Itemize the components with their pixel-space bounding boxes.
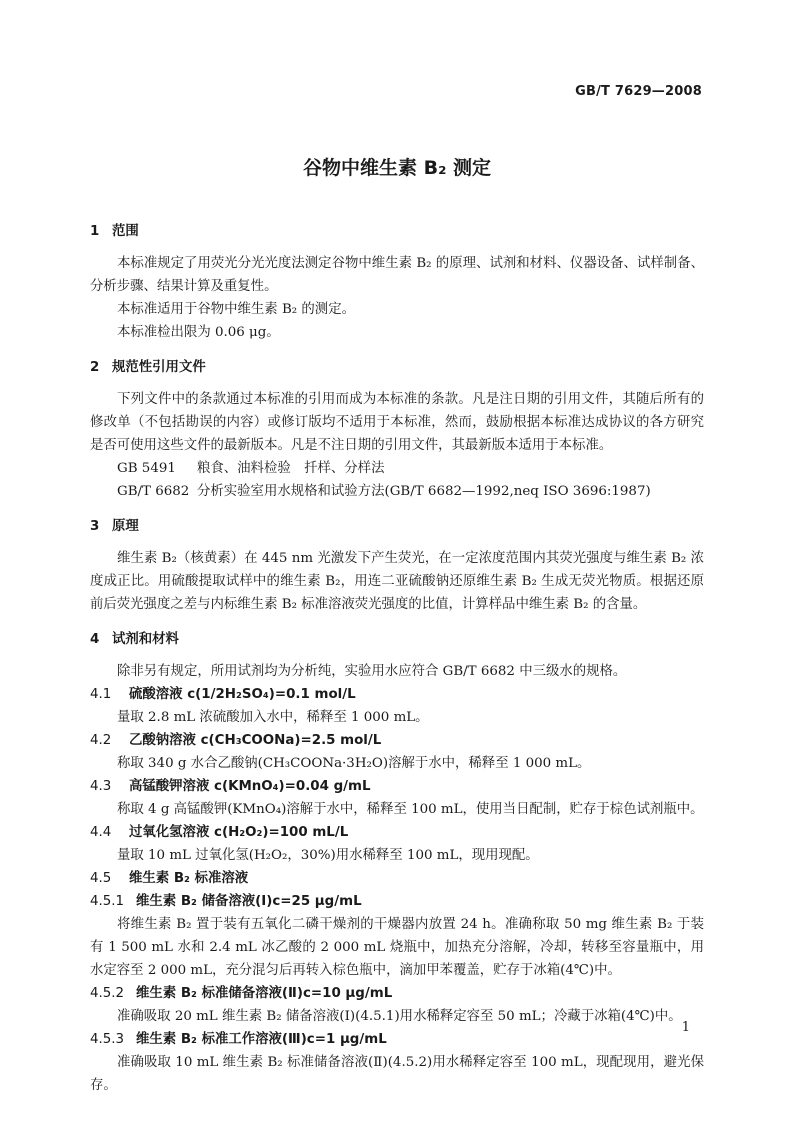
clause-heading: [90, 683, 704, 706]
paragraph: 维生素 B₂（核黄素）在 445 nm 光激发下产生荧光，在一定浓度范围内其荧光强度与维生素 B₂ 浓度成正比。用硫酸提取试样中的维生素 B₂，用连二亚硫酸钠还原维生素 B₂ 生成无荧光物质。根据还原前后荧光强度之差与内标维生素 B₂ 标准溶液荧光强度的比值，计算样品中维生素 B₂ 的含量。: [90, 551, 704, 612]
subclause-title: 维生素 B₂ 标准工作溶液(Ⅲ)c=1 μg/mL: [136, 1032, 387, 1047]
reference-item: [90, 457, 704, 480]
subclause-heading: [90, 982, 704, 1005]
subclause-body: 准确吸取 20 mL 维生素 B₂ 储备溶液(Ⅰ)(4.5.1)用水稀释定容至 50 mL；冷藏于冰箱(4℃)中。: [117, 1009, 682, 1024]
subclause-body: 准确吸取 10 mL 维生素 B₂ 标准储备溶液(Ⅱ)(4.5.2)用水稀释定容至 100 mL，现配现用，避光保存。: [90, 1055, 704, 1093]
reference-code: GB/T 6682: [117, 484, 190, 499]
document-title: 谷物中维生素 B₂ 测定: [302, 157, 492, 179]
clause-heading: [90, 775, 704, 798]
reference-title: 粮食、油料检验 扦样、分样法: [197, 461, 385, 476]
section-heading-normative-references: [90, 356, 704, 379]
clause-body: 量取 10 mL 过氧化氢(H₂O₂，30%)用水稀释至 100 mL，现用现配。: [117, 848, 539, 863]
page-number: 1: [681, 1020, 690, 1035]
clause-number: 4.1: [90, 687, 112, 702]
reference-title: 分析实验室用水规格和试验方法(GB/T 6682—1992,neq ISO 3696:1987): [197, 484, 651, 499]
section-number: 1: [90, 224, 100, 239]
paragraph: 本标准检出限为 0.06 μg。: [117, 325, 280, 340]
clause-number: 4.4: [90, 825, 112, 840]
reference-item: [90, 480, 704, 503]
section-heading-scope: [90, 220, 704, 243]
section-heading-reagents: [90, 628, 704, 651]
clause-heading: [90, 729, 704, 752]
document-body: [90, 220, 704, 1097]
clause-heading: [90, 867, 704, 890]
clause-title: 乙酸钠溶液 c(CH₃COONa)=2.5 mol/L: [129, 733, 382, 748]
clause-title: 高锰酸钾溶液 c(KMnO₄)=0.04 g/mL: [129, 779, 371, 794]
subclause-number: 4.5.3: [90, 1032, 125, 1047]
section-heading-principle: [90, 515, 704, 538]
clause-body: 量取 2.8 mL 浓硫酸加入水中，稀释至 1 000 mL。: [117, 710, 429, 725]
section-number: 3: [90, 519, 100, 534]
section-number: 2: [90, 360, 100, 375]
subclause-title: 维生素 B₂ 标准储备溶液(Ⅱ)c=10 μg/mL: [136, 986, 393, 1001]
section-title: 范围: [112, 224, 139, 239]
subclause-title: 维生素 B₂ 储备溶液(Ⅰ)c=25 μg/mL: [136, 894, 362, 909]
standard-code: GB/T 7629—2008: [575, 84, 702, 99]
clause-title: 硫酸溶液 c(1/2H₂SO₄)=0.1 mol/L: [129, 687, 356, 702]
subclause-number: 4.5.1: [90, 894, 125, 909]
section-number: 4: [90, 632, 100, 647]
clause-title: 维生素 B₂ 标准溶液: [129, 871, 249, 886]
paragraph: 下列文件中的条款通过本标准的引用而成为本标准的条款。凡是注日期的引用文件，其随后所有的修改单（不包括勘误的内容）或修订版均不适用于本标准，然而，鼓励根据本标准达成协议的各方研究是否可使用这些文件的最新版本。凡是不注日期的引用文件，其最新版本适用于本标准。: [90, 392, 704, 453]
section-title: 原理: [112, 519, 139, 534]
clause-number: 4.5: [90, 871, 112, 886]
subclause-body: 将维生素 B₂ 置于装有五氧化二磷干燥剂的干燥器内放置 24 h。准确称取 50 mg 维生素 B₂ 于装有 1 500 mL 水和 2.4 mL 冰乙酸的 2 000 mL 烧瓶中，加热充分溶解，冷却，转移至容量瓶中，用水定容至 2 000 mL，充分混匀后再转入棕色瓶中，滴加甲苯覆盖，贮存于冰箱(4℃)中。: [90, 917, 704, 978]
subclause-heading: [90, 890, 704, 913]
clause-title: 过氧化氢溶液 c(H₂O₂)=100 mL/L: [129, 825, 349, 840]
clause-heading: [90, 821, 704, 844]
subclause-heading: [90, 1028, 704, 1051]
section-title: 试剂和材料: [112, 632, 179, 647]
paragraph: 本标准规定了用荧光分光光度法测定谷物中维生素 B₂ 的原理、试剂和材料、仪器设备、试样制备、分析步骤、结果计算及重复性。: [90, 256, 704, 294]
clause-number: 4.3: [90, 779, 112, 794]
clause-body: 称取 340 g 水合乙酸钠(CH₃COONa·3H₂O)溶解于水中，稀释至 1 000 mL。: [117, 756, 591, 771]
clause-number: 4.2: [90, 733, 112, 748]
clause-body: 称取 4 g 高锰酸钾(KMnO₄)溶解于水中，稀释至 100 mL，使用当日配制，贮存于棕色试剂瓶中。: [117, 802, 704, 817]
reference-code: GB 5491: [117, 461, 176, 476]
paragraph: 本标准适用于谷物中维生素 B₂ 的测定。: [117, 302, 355, 317]
subclause-number: 4.5.2: [90, 986, 125, 1001]
paragraph: 除非另有规定，所用试剂均为分析纯，实验用水应符合 GB/T 6682 中三级水的规格。: [117, 664, 627, 679]
section-title: 规范性引用文件: [112, 360, 206, 375]
